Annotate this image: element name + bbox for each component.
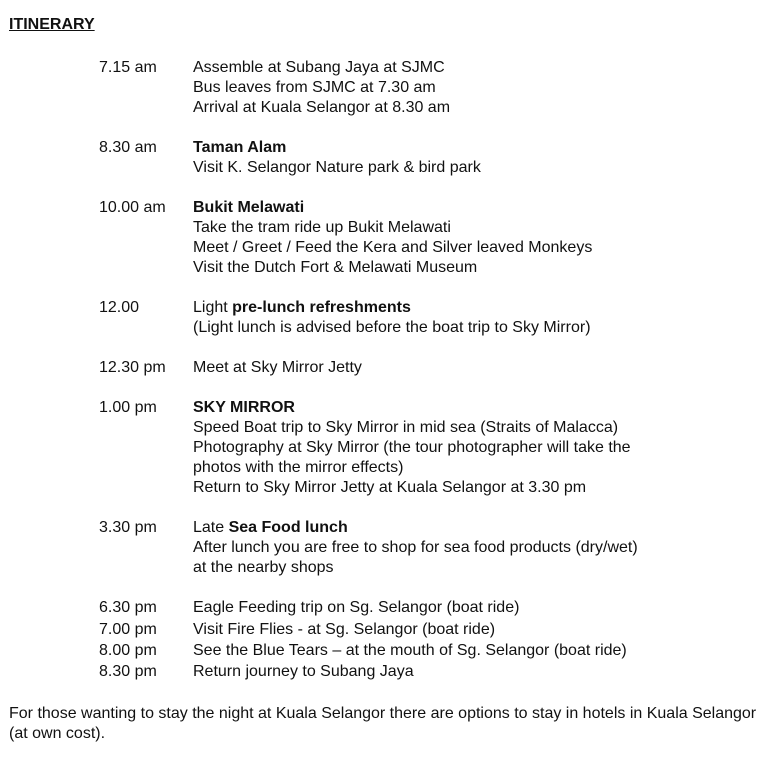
item-line: Meet / Greet / Feed the Kera and Silver leaved Monkeys: [193, 239, 593, 256]
item-line: Visit the Dutch Fort & Melawati Museum: [193, 259, 478, 276]
item-time: 8.30 pm: [99, 663, 157, 680]
item-line: Bus leaves from SJMC at 7.30 am: [193, 79, 436, 96]
item-line: photos with the mirror effects): [193, 459, 404, 476]
item-heading: Sea Food lunch: [228, 519, 348, 536]
item-time: 12.30 pm: [99, 359, 166, 376]
item-heading: Taman Alam: [193, 139, 287, 156]
item-prefix: Light: [193, 299, 233, 316]
item-line: Eagle Feeding trip on Sg. Selangor (boat ride): [193, 599, 520, 616]
page-title: ITINERARY: [9, 16, 95, 33]
item-heading: Bukit Melawati: [193, 199, 305, 216]
item-line: Visit K. Selangor Nature park & bird park: [193, 159, 481, 176]
item-line: Meet at Sky Mirror Jetty: [193, 359, 362, 376]
item-line: Speed Boat trip to Sky Mirror in mid sea (Straits of Malacca): [193, 419, 619, 436]
item-prefix: Late: [193, 519, 229, 536]
item-time: 10.00 am: [99, 199, 166, 216]
item-line: Take the tram ride up Bukit Melawati: [193, 219, 451, 236]
item-time: 3.30 pm: [99, 519, 157, 536]
item-heading: SKY MIRROR: [193, 399, 295, 416]
item-line: Return to Sky Mirror Jetty at Kuala Selangor at 3.30 pm: [193, 479, 587, 496]
item-heading: pre-lunch refreshments: [232, 299, 411, 316]
footer-note: For those wanting to stay the night at Kuala Selangor there are options to stay in hotels in Kuala Selangor (at own cost).: [9, 705, 757, 742]
item-time: 6.30 pm: [99, 599, 157, 616]
item-time: 8.00 pm: [99, 642, 157, 659]
item-line: Assemble at Subang Jaya at SJMC: [193, 59, 445, 76]
item-time: 7.15 am: [99, 59, 157, 76]
item-line: Visit Fire Flies - at Sg. Selangor (boat ride): [193, 621, 496, 638]
item-line: After lunch you are free to shop for sea food products (dry/wet): [193, 539, 638, 556]
item-line: Return journey to Subang Jaya: [193, 663, 414, 680]
item-line: (Light lunch is advised before the boat trip to Sky Mirror): [193, 319, 591, 336]
item-time: 7.00 pm: [99, 621, 157, 638]
item-line: Arrival at Kuala Selangor at 8.30 am: [193, 99, 451, 116]
item-time: 8.30 am: [99, 139, 157, 156]
item-time: 1.00 pm: [99, 399, 157, 416]
item-line: See the Blue Tears – at the mouth of Sg. Selangor (boat ride): [193, 642, 627, 659]
item-line: Photography at Sky Mirror (the tour photographer will take the: [193, 439, 631, 456]
item-time: 12.00: [99, 299, 140, 316]
item-line: at the nearby shops: [193, 559, 334, 576]
